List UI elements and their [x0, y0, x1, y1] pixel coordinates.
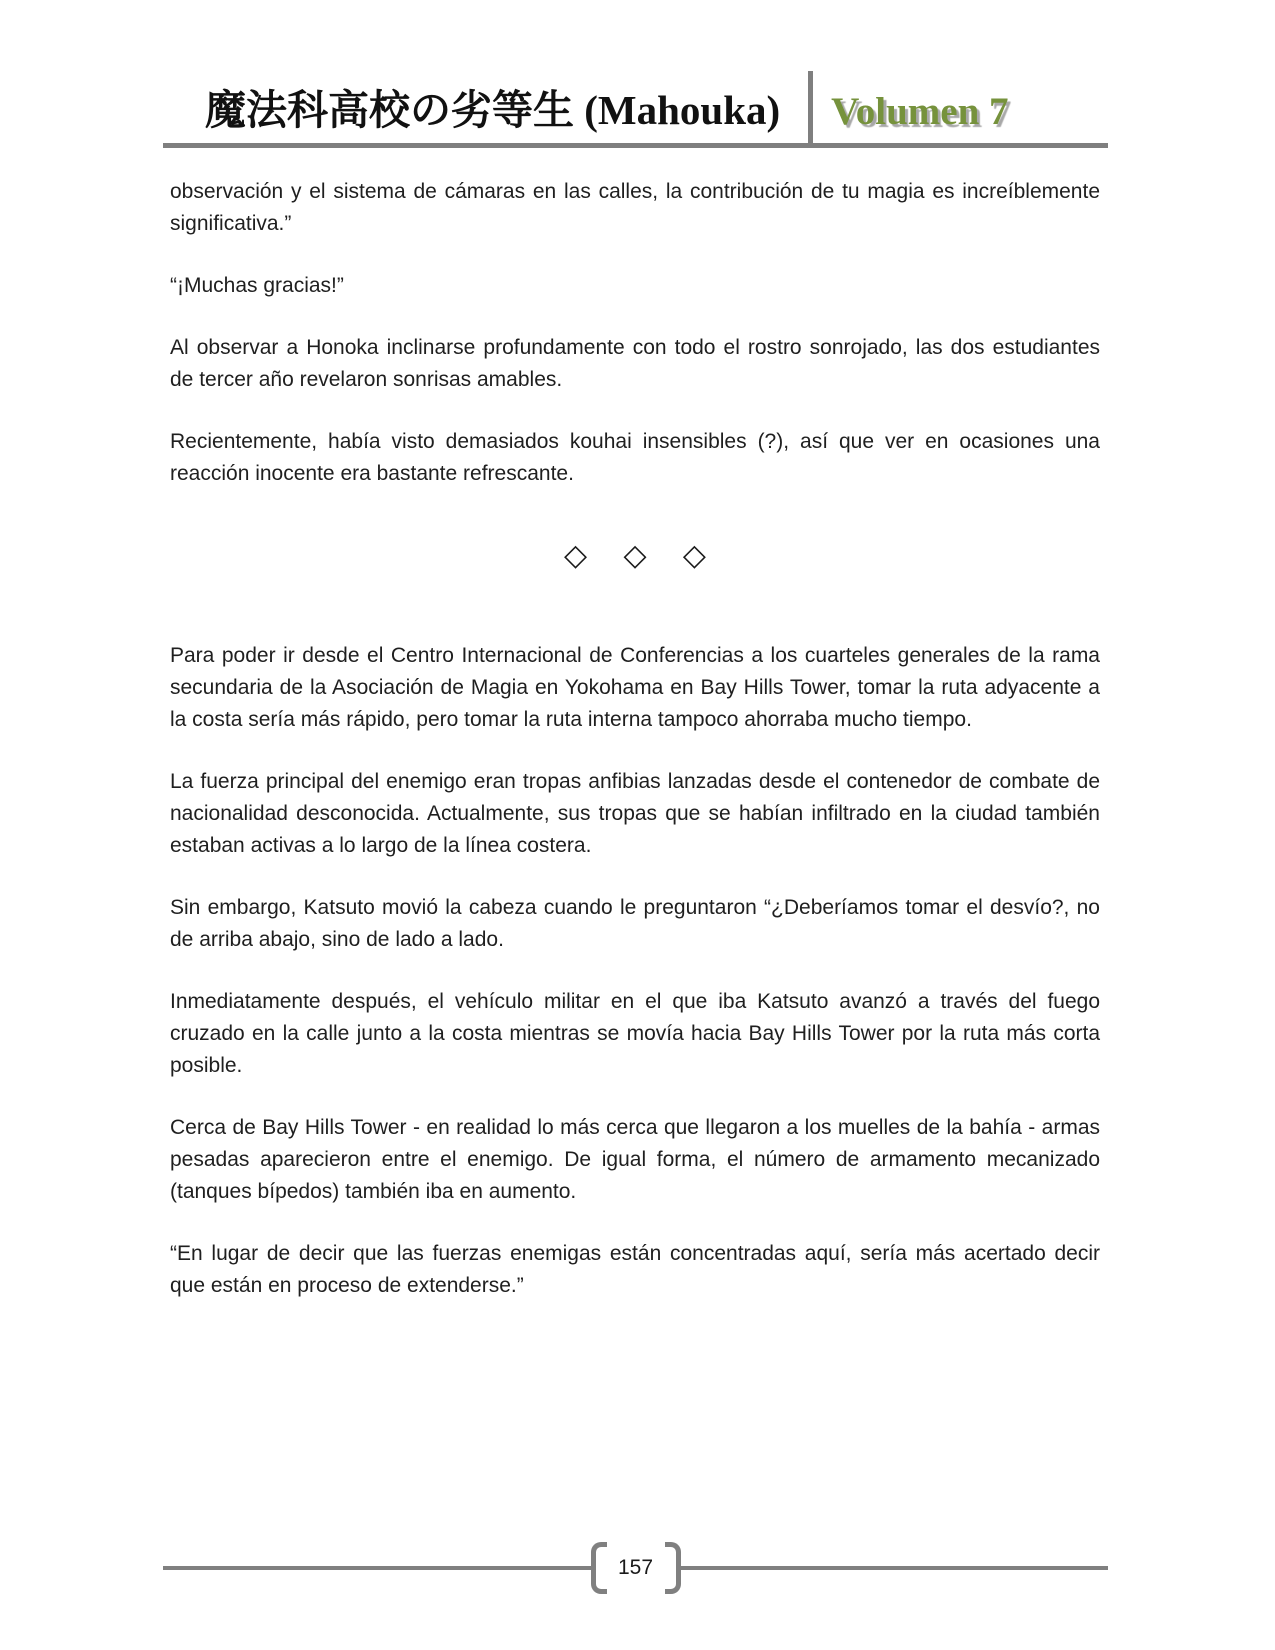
paragraph: Sin embargo, Katsuto movió la cabeza cuando le preguntaron “¿Deberíamos tomar el desvío?, no de arriba abajo, sino de lado a lado.: [170, 896, 1100, 951]
paragraph: La fuerza principal del enemigo eran tropas anfibias lanzadas desde el contenedor de combate de nacionalidad desconocida. Actualmente, sus tropas que se habían infiltrado en la ciudad también estaban activas a lo largo de la línea costera.: [170, 770, 1100, 857]
paragraph: Cerca de Bay Hills Tower - en realidad lo más cerca que llegaron a los muelles de la bahía - armas pesadas aparecieron entre el enemigo. De igual forma, el número de armamento mecanizado (tanques bípedos) también iba en aumento.: [170, 1116, 1100, 1203]
book-title-japanese: 魔法科高校の劣等生: [205, 87, 574, 133]
paragraph: Inmediatamente después, el vehículo militar en el que iba Katsuto avanzó a través del fuego cruzado en la calle junto a la costa mientras se movía hacia Bay Hills Tower por la ruta más corta posible.: [170, 990, 1100, 1077]
paragraph: Recientemente, había visto demasiados kouhai insensibles (?), así que ver en ocasiones una reacción inocente era bastante refrescante.: [170, 430, 1100, 485]
page-header: [163, 0, 1108, 148]
paragraph: “¡Muchas gracias!”: [170, 274, 344, 297]
book-title: [163, 87, 808, 143]
text-column: [170, 176, 1100, 1302]
paragraph: “En lugar de decir que las fuerzas enemigas están concentradas aquí, sería más acertado decir que están en proceso de extenderse.”: [170, 1242, 1100, 1297]
page-number: 157: [617, 1556, 654, 1579]
paragraph: Al observar a Honoka inclinarse profundamente con todo el rostro sonrojado, las dos estudiantes de tercer año revelaron sonrisas amables.: [170, 336, 1100, 391]
book-title-romanized: (Mahouka): [584, 87, 781, 133]
footer-rule-right: [681, 1566, 1109, 1570]
page-footer: [163, 1542, 1108, 1594]
footer-rule-left: [163, 1566, 591, 1570]
page-number-bracket-left: [591, 1542, 607, 1594]
volume-label: Volumen 7: [831, 90, 1009, 133]
page-number-bracket-right: [665, 1542, 681, 1594]
scene-break-diamonds: ◇ ◇ ◇: [564, 539, 720, 572]
paragraph: Para poder ir desde el Centro Internacional de Conferencias a los cuarteles generales de la rama secundaria de la Asociación de Magia en Yokohama en Bay Hills Tower, tomar la ruta adyacente a la costa sería más rápido, pero tomar la ruta interna tampoco ahorraba mucho tiempo.: [170, 644, 1100, 731]
paragraph: observación y el sistema de cámaras en las calles, la contribución de tu magia es increíblemente significativa.”: [170, 180, 1100, 235]
